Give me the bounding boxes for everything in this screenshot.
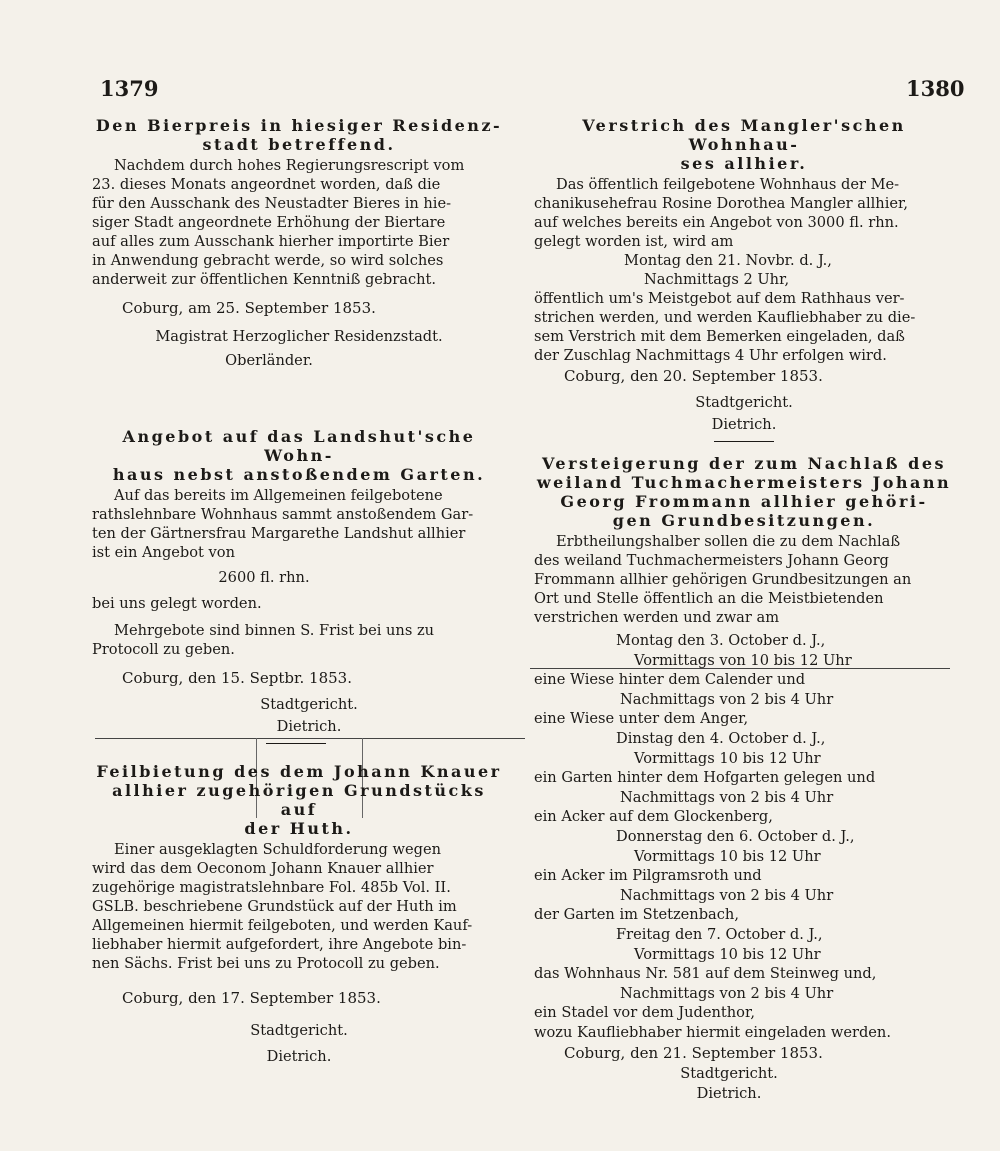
notice-court: Stadtgericht. [695, 394, 793, 411]
auction-time: Nachmittags 2 Uhr, [644, 271, 790, 288]
notice-court: Stadtgericht. [260, 696, 358, 713]
notice-body: Einer ausgeklagten Schuldforderung wegen wird das dem Oeconom Johann Knauer allhier zugehörige magistratslehnbare Fol. 485b Vol. II. GSLB. beschriebene Grundstück auf der Huth im Allgemeinen hiermit feilgeboten, und werden Kauf- liebhaber hiermit aufgefordert, ihre Angebote bin- nen Sächs. Frist bei uns zu Protocoll zu geben. [92, 841, 473, 972]
schedule-time: Nachmittags von 2 bis 4 Uhr [620, 788, 834, 806]
schedule-time: Vormittags 10 bis 12 Uhr [634, 847, 821, 865]
notice-date: Coburg, den 20. September 1853. [564, 367, 823, 385]
notice-body-continued: öffentlich um's Meistgebot auf dem Rathhaus ver- strichen werden, und werden Kaufliebhaber zu die- sem Verstrich mit dem Bemerken eingeladen, daß der Zuschlag Nachmittags 4 Uhr erfolgen wird. [534, 290, 916, 364]
notice-body: Nachdem durch hohes Regierungsrescript vom 23. dieses Monats angeordnet worden, daß die für den Ausschank des Neustadter Bieres in hie- siger Stadt angeordnete Erhöhung der Biertare auf alles zum Ausschank hierher importirte Bier in Anwendung gebracht werde, so wird solches anderweit zur öffentlichen Kenntniß gebracht. [92, 157, 465, 288]
notice-date: Coburg, den 21. September 1853. [564, 1043, 823, 1062]
notice-heading: Den Bierpreis in hiesiger Residenz- stadt betreffend. [95, 116, 503, 154]
page-number-right: 1380 [906, 76, 965, 101]
notice-body: Erbtheilungshalber sollen die zu dem Nachlaß des weiland Tuchmachermeisters Johann Georg Frommann allhier gehörigen Grundbesitzungen an Ort und Stelle öffentlich an die Meistbietenden verstrichen werden und zwar am [534, 533, 912, 626]
notice-frommann-estate [534, 454, 954, 1104]
notice-signer: Dietrich. [696, 1084, 762, 1102]
schedule-time: Vormittags 10 bis 12 Uhr [634, 749, 821, 767]
schedule-time: Nachmittags von 2 bis 4 Uhr [620, 690, 834, 708]
section-rule [266, 743, 326, 744]
notice-more-offers: Mehrgebote sind binnen S. Frist bei uns zu Protocoll zu geben. [92, 622, 435, 658]
right-column [534, 116, 954, 1116]
notice-signer: Dietrich. [276, 718, 342, 735]
notice-court: Stadtgericht. [250, 1022, 348, 1039]
schedule-time: Vormittags von 10 bis 12 Uhr [634, 651, 852, 669]
notice-signer: Oberländer. [225, 352, 313, 369]
schedule-lot: eine Wiese hinter dem Calender und [534, 671, 806, 689]
left-column [92, 116, 506, 1079]
notice-beer-price [92, 116, 506, 371]
notice-mangler-house [534, 116, 954, 442]
schedule-lot: der Garten im Stetzenbach, [534, 906, 739, 924]
notice-date: Coburg, den 15. Septbr. 1853. [122, 669, 352, 687]
schedule-lot: ein Acker im Pilgramsroth und [534, 867, 762, 885]
offer-amount: 2600 fl. rhn. [218, 569, 310, 586]
schedule-day: Donnerstag den 6. October d. J., [616, 827, 855, 845]
page-number-left: 1379 [100, 76, 159, 101]
schedule-time: Vormittags 10 bis 12 Uhr [634, 945, 821, 963]
notice-court: Stadtgericht. [680, 1064, 778, 1082]
schedule-day: Montag den 3. October d. J., [616, 632, 826, 649]
notice-body-end: bei uns gelegt worden. [92, 595, 262, 612]
notice-heading: Verstrich des Mangler'schen Wohnhau- ses allhier. [582, 116, 906, 173]
notice-knauer-land [92, 762, 506, 1067]
auction-day: Montag den 21. Novbr. d. J., [624, 252, 832, 269]
notice-heading: Versteigerung der zum Nachlaß des weiland Tuchmachermeisters Johann Georg Frommann allhier gehöri- gen Grundbesitzungen. [536, 454, 952, 530]
auction-schedule [534, 631, 954, 1023]
closing-line: wozu Kaufliebhaber hiermit eingeladen werden. [534, 1023, 891, 1041]
schedule-lot: ein Stadel vor dem Judenthor, [534, 1004, 755, 1022]
schedule-lot: das Wohnhaus Nr. 581 auf dem Steinweg und, [534, 965, 877, 983]
notice-body: Auf das bereits im Allgemeinen feilgebotene rathslehnbare Wohnhaus sammt anstoßendem Gar- ten der Gärtnersfrau Margarethe Landshut allhier ist ein Angebot von [92, 487, 474, 561]
schedule-lot: ein Acker auf dem Glockenberg, [534, 808, 773, 826]
notice-authority: Magistrat Herzoglicher Residenzstadt. [155, 328, 443, 345]
schedule-time: Nachmittags von 2 bis 4 Uhr [620, 984, 834, 1002]
notice-signer: Dietrich. [711, 416, 777, 433]
notice-signer: Dietrich. [266, 1048, 332, 1065]
schedule-lot: eine Wiese unter dem Anger, [534, 710, 749, 728]
notice-landshut-house [92, 427, 506, 744]
notice-heading: Angebot auf das Landshut'sche Wohn- haus nebst anstoßendem Garten. [112, 427, 486, 484]
schedule-time: Nachmittags von 2 bis 4 Uhr [620, 886, 834, 904]
schedule-day: Freitag den 7. October d. J., [616, 925, 823, 943]
schedule-lot: ein Garten hinter dem Hofgarten gelegen und [534, 769, 876, 787]
section-rule [714, 441, 774, 442]
schedule-day: Dinstag den 4. October d. J., [616, 729, 826, 747]
notice-heading: Feilbietung des dem Johann Knauer allhier zugehörigen Grundstücks auf der Huth. [96, 762, 502, 838]
notice-date: Coburg, den 17. September 1853. [122, 989, 381, 1007]
notice-body: Das öffentlich feilgebotene Wohnhaus der Me- chanikusehefrau Rosine Dorothea Mangler allhier, auf welches bereits ein Angebot von 3000 fl. rhn. gelegt worden ist, wird am [534, 176, 909, 250]
notice-date: Coburg, am 25. September 1853. [122, 299, 376, 317]
